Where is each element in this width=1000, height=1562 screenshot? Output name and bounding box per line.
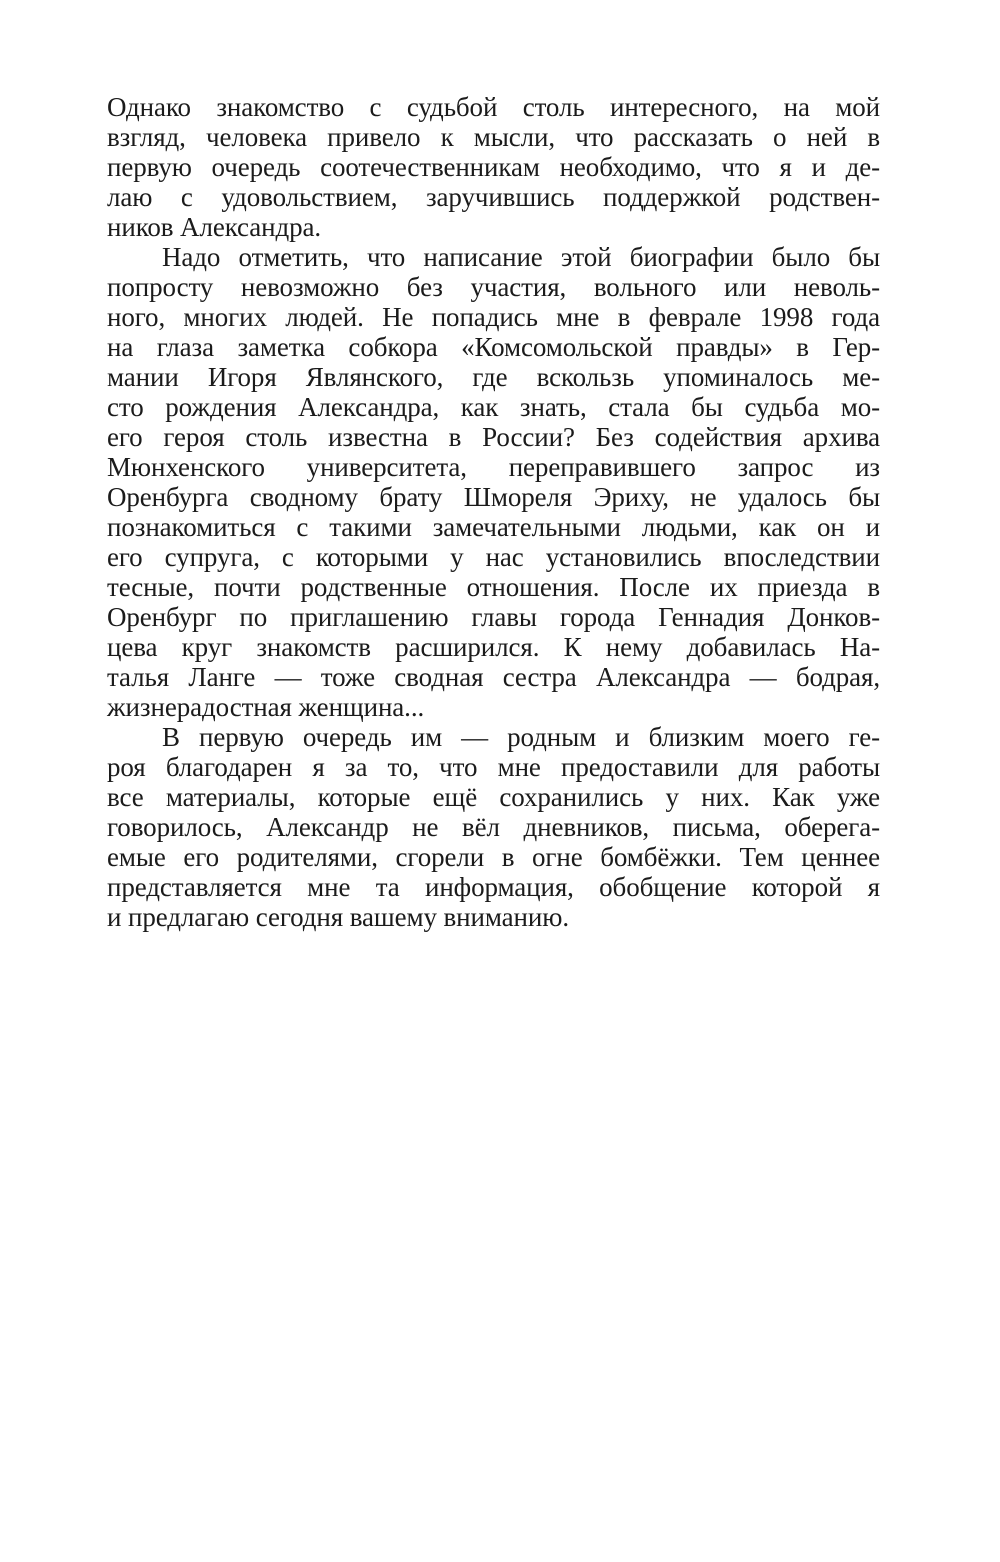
text-line: сто рождения Александра, как знать, стала бы судьба мо- [107, 392, 880, 422]
text-line: цева круг знакомств расширился. К нему добавилась На- [107, 632, 880, 662]
text-line: первую очередь соотечественникам необходимо, что я и де- [107, 152, 880, 182]
text-line: ного, многих людей. Не попадись мне в феврале 1998 года [107, 302, 880, 332]
text-line: Мюнхенского университета, переправившего запрос из [107, 452, 880, 482]
text-line: Оренбурга сводному брату Шмореля Эриху, не удалось бы [107, 482, 880, 512]
paragraph [107, 242, 880, 722]
text-line: ников Александра. [107, 212, 322, 242]
text-line: познакомиться с такими замечательными людьми, как он и [107, 512, 880, 542]
text-line: все материалы, которые ещё сохранились у них. Как уже [107, 782, 880, 812]
text-line: Оренбург по приглашению главы города Геннадия Донков- [107, 602, 880, 632]
text-line: Надо отметить, что написание этой биографии было бы [162, 242, 880, 272]
text-line: и предлагаю сегодня вашему вниманию. [107, 902, 569, 932]
text-line: тесные, почти родственные отношения. После их приезда в [107, 572, 880, 602]
text-line: говорилось, Александр не вёл дневников, письма, оберега- [107, 812, 880, 842]
text-line: его супруга, с которыми у нас установились впоследствии [107, 542, 880, 572]
text-line: талья Ланге — тоже сводная сестра Александра — бодрая, [107, 662, 880, 692]
text-line: его героя столь известна в России? Без содействия архива [107, 422, 880, 452]
text-line: лаю с удовольствием, заручившись поддержкой родствен- [107, 182, 880, 212]
text-line: попросту невозможно без участия, вольного или неволь- [107, 272, 880, 302]
text-line: Однако знакомство с судьбой столь интересного, на мой [107, 92, 880, 122]
text-line: роя благодарен я за то, что мне предоставили для работы [107, 752, 880, 782]
text-line: на глаза заметка собкора «Комсомольской правды» в Гер- [107, 332, 880, 362]
text-line: мании Игоря Являнского, где вскользь упоминалось ме- [107, 362, 880, 392]
text-line: В первую очередь им — родным и близким моего ге- [162, 722, 880, 752]
text-line: емые его родителями, сгорели в огне бомбёжки. Тем ценнее [107, 842, 880, 872]
paragraph [107, 722, 880, 932]
text-line: взгляд, человека привело к мысли, что рассказать о ней в [107, 122, 880, 152]
text-line: представляется мне та информация, обобщение которой я [107, 872, 880, 902]
page-text-block [107, 92, 880, 932]
paragraph [107, 92, 880, 242]
text-line: жизнерадостная женщина... [107, 692, 425, 722]
